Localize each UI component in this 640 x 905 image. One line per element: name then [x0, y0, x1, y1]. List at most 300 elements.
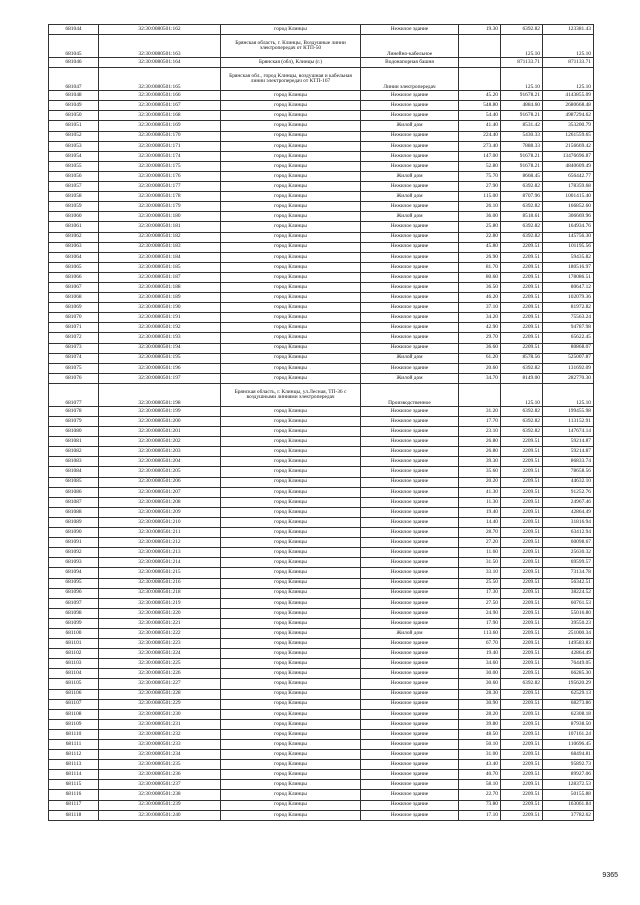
cell-area: 11.60 — [459, 548, 501, 558]
cell-cadastral-value: 166852.60 — [543, 202, 594, 212]
cell-cadastral-number: 32:30:0080501:165 — [99, 68, 221, 91]
cell-address: город Клинцы — [221, 810, 361, 820]
table-row — [49, 131, 594, 141]
cell-area: 39.80 — [459, 719, 501, 729]
cell-specific-value: 2209.51 — [501, 689, 543, 699]
cell-object-type: Нежилое здание — [361, 669, 459, 679]
cell-row-number: 681054 — [49, 151, 99, 161]
cell-object-type: Нежилое здание — [361, 568, 459, 578]
cell-specific-value: 2209.51 — [501, 528, 543, 538]
cell-cadastral-number: 32:30:0080501:207 — [99, 487, 221, 497]
cell-row-number: 681046 — [49, 58, 99, 68]
table-row — [49, 790, 594, 800]
cell-object-type: Нежилое здание — [361, 719, 459, 729]
cell-address: город Клинцы — [221, 202, 361, 212]
property-register-table — [48, 24, 594, 821]
cell-object-type: Жилой дом — [361, 353, 459, 363]
cell-object-type: Нежилое здание — [361, 477, 459, 487]
cell-area: 30.60 — [459, 679, 501, 689]
cell-row-number: 681091 — [49, 538, 99, 548]
table-row — [49, 639, 594, 649]
cell-cadastral-number: 32:30:0080501:219 — [99, 598, 221, 608]
table-row — [49, 282, 594, 292]
cell-cadastral-value: 69599.57 — [543, 558, 594, 568]
cell-area: 30.00 — [459, 669, 501, 679]
cell-area: 17.30 — [459, 588, 501, 598]
cell-cadastral-number: 32:30:0080501:189 — [99, 293, 221, 303]
cell-area: 45.80 — [459, 242, 501, 252]
cell-specific-value: 8149.00 — [501, 373, 543, 383]
cell-address: город Клинцы — [221, 262, 361, 272]
cell-cadastral-value: 60761.53 — [543, 598, 594, 608]
cell-address: город Клинцы — [221, 373, 361, 383]
cell-address: город Клинцы — [221, 538, 361, 548]
cell-address: город Клинцы — [221, 528, 361, 538]
cell-area: 36.00 — [459, 212, 501, 222]
cell-area: 26.80 — [459, 437, 501, 447]
cell-specific-value: 6392.82 — [501, 427, 543, 437]
cell-cadastral-value: 107161.24 — [543, 729, 594, 739]
cell-row-number: 681077 — [49, 383, 99, 406]
cell-specific-value: 91678.21 — [501, 91, 543, 101]
cell-row-number: 681087 — [49, 497, 99, 507]
cell-address: город Клинцы — [221, 780, 361, 790]
cell-specific-value: 2209.51 — [501, 628, 543, 638]
cell-cadastral-value: 24967.46 — [543, 497, 594, 507]
cell-object-type: Жилой дом — [361, 171, 459, 181]
cell-row-number: 681058 — [49, 192, 99, 202]
cell-area: 34.60 — [459, 659, 501, 669]
cell-object-type: Линии электропередач — [361, 68, 459, 91]
cell-address: город Клинцы — [221, 333, 361, 343]
cell-area: 147.00 — [459, 151, 501, 161]
cell-row-number: 681050 — [49, 111, 99, 121]
cell-cadastral-number: 32:30:0080501:185 — [99, 262, 221, 272]
cell-row-number: 681072 — [49, 333, 99, 343]
cell-area: 23.10 — [459, 427, 501, 437]
cell-cadastral-value: 56342.51 — [543, 578, 594, 588]
table-row — [49, 770, 594, 780]
cell-specific-value: 6392.82 — [501, 222, 543, 232]
cell-specific-value: 5430.33 — [501, 131, 543, 141]
cell-row-number: 681053 — [49, 141, 99, 151]
cell-cadastral-number: 32:30:0080501:223 — [99, 639, 221, 649]
cell-area: 58.10 — [459, 780, 501, 790]
table-row — [49, 659, 594, 669]
cell-cadastral-number: 32:30:0080501:174 — [99, 151, 221, 161]
cell-address: город Клинцы — [221, 467, 361, 477]
cell-area: 25.80 — [459, 222, 501, 232]
cell-address: город Клинцы — [221, 457, 361, 467]
cell-row-number: 681065 — [49, 262, 99, 272]
cell-row-number: 681074 — [49, 353, 99, 363]
cell-cadastral-number: 32:30:0080501:205 — [99, 467, 221, 477]
cell-address: город Клинцы — [221, 232, 361, 242]
cell-specific-value: 2209.51 — [501, 780, 543, 790]
cell-address: город Клинцы — [221, 427, 361, 437]
cell-object-type: Нежилое здание — [361, 323, 459, 333]
cell-row-number: 681086 — [49, 487, 99, 497]
cell-cadastral-number: 32:30:0080501:228 — [99, 689, 221, 699]
cell-cadastral-value: 131692.09 — [543, 363, 594, 373]
cell-area: 26.90 — [459, 252, 501, 262]
cell-cadastral-number: 32:30:0080501:200 — [99, 417, 221, 427]
cell-area: 36.50 — [459, 282, 501, 292]
cell-cadastral-number: 32:30:0080501:199 — [99, 406, 221, 416]
cell-cadastral-number: 32:30:0080501:177 — [99, 182, 221, 192]
cell-row-number: 681048 — [49, 91, 99, 101]
cell-row-number: 681101 — [49, 639, 99, 649]
cell-area: 41.30 — [459, 487, 501, 497]
cell-cadastral-number: 32:30:0080501:234 — [99, 750, 221, 760]
cell-area: 19.30 — [459, 25, 501, 35]
cell-address: город Клинцы — [221, 182, 361, 192]
cell-object-type: Нежилое здание — [361, 282, 459, 292]
cell-cadastral-value: 76449.05 — [543, 659, 594, 669]
cell-cadastral-number: 32:30:0080501:203 — [99, 447, 221, 457]
cell-row-number: 681083 — [49, 457, 99, 467]
cell-cadastral-value: 164934.76 — [543, 222, 594, 232]
cell-specific-value: 2209.51 — [501, 618, 543, 628]
table-row — [49, 437, 594, 447]
cell-cadastral-value: 149583.83 — [543, 639, 594, 649]
cell-row-number: 681055 — [49, 161, 99, 171]
cell-address: город Клинцы — [221, 608, 361, 618]
cell-area: 46.20 — [459, 293, 501, 303]
table-row — [49, 760, 594, 770]
cell-cadastral-value: 163061.84 — [543, 800, 594, 810]
cell-cadastral-number: 32:30:0080501:188 — [99, 282, 221, 292]
cell-address: город Клинцы — [221, 709, 361, 719]
cell-object-type: Жилой дом — [361, 373, 459, 383]
cell-area: 113.60 — [459, 628, 501, 638]
cell-cadastral-number: 32:30:0080501:170 — [99, 131, 221, 141]
cell-area: 14.40 — [459, 517, 501, 527]
cell-cadastral-number: 32:30:0080501:198 — [99, 383, 221, 406]
cell-cadastral-value: 62529.13 — [543, 689, 594, 699]
cell-area: 36.60 — [459, 343, 501, 353]
cell-area: 42.90 — [459, 323, 501, 333]
cell-specific-value: 2209.51 — [501, 507, 543, 517]
table-row — [49, 780, 594, 790]
cell-object-type: Нежилое здание — [361, 131, 459, 141]
cell-address: город Клинцы — [221, 750, 361, 760]
cell-area — [459, 35, 501, 58]
cell-specific-value: 2209.51 — [501, 770, 543, 780]
cell-area: 20.20 — [459, 477, 501, 487]
cell-area: 19.40 — [459, 507, 501, 517]
table-row — [49, 91, 594, 101]
cell-specific-value: 2209.51 — [501, 538, 543, 548]
table-row — [49, 242, 594, 252]
cell-object-type: Нежилое здание — [361, 25, 459, 35]
cell-row-number: 681118 — [49, 810, 99, 820]
cell-cadastral-number: 32:30:0080501:195 — [99, 353, 221, 363]
cell-specific-value: 6392.82 — [501, 363, 543, 373]
cell-row-number: 681075 — [49, 363, 99, 373]
cell-cadastral-value: 13476696.87 — [543, 151, 594, 161]
cell-specific-value: 125.10 — [501, 383, 543, 406]
table-row — [49, 800, 594, 810]
cell-specific-value: 2209.51 — [501, 447, 543, 457]
cell-cadastral-value: 89927.06 — [543, 770, 594, 780]
cell-object-type: Нежилое здание — [361, 538, 459, 548]
cell-row-number: 681066 — [49, 272, 99, 282]
cell-area: 52.80 — [459, 161, 501, 171]
cell-cadastral-number: 32:30:0080501:191 — [99, 313, 221, 323]
page-number: 9365 — [602, 872, 618, 879]
cell-row-number: 681044 — [49, 25, 99, 35]
table-row — [49, 192, 594, 202]
cell-address: город Клинцы — [221, 171, 361, 181]
cell-row-number: 681082 — [49, 447, 99, 457]
cell-row-number: 681112 — [49, 750, 99, 760]
table-row — [49, 447, 594, 457]
cell-row-number: 681100 — [49, 628, 99, 638]
cell-cadastral-value: 63412.94 — [543, 528, 594, 538]
cell-object-type: Нежилое здание — [361, 800, 459, 810]
cell-cadastral-number: 32:30:0080501:183 — [99, 242, 221, 252]
cell-row-number: 681113 — [49, 760, 99, 770]
table-row — [49, 558, 594, 568]
cell-address: город Клинцы — [221, 719, 361, 729]
cell-specific-value: 2209.51 — [501, 810, 543, 820]
cell-address: город Клинцы — [221, 141, 361, 151]
table-row — [49, 252, 594, 262]
cell-cadastral-value: 4840609.49 — [543, 161, 594, 171]
cell-object-type: Нежилое здание — [361, 457, 459, 467]
table-row — [49, 202, 594, 212]
cell-cadastral-number: 32:30:0080501:166 — [99, 91, 221, 101]
cell-specific-value: 2209.51 — [501, 437, 543, 447]
cell-area: 30.90 — [459, 699, 501, 709]
cell-cadastral-value: 125.10 — [543, 383, 594, 406]
table-row — [49, 373, 594, 383]
table-row — [49, 709, 594, 719]
cell-specific-value: 2209.51 — [501, 719, 543, 729]
cell-specific-value: 91678.21 — [501, 161, 543, 171]
cell-row-number: 681093 — [49, 558, 99, 568]
cell-cadastral-number: 32:30:0080501:232 — [99, 729, 221, 739]
cell-area: 24.90 — [459, 608, 501, 618]
cell-cadastral-number: 32:30:0080501:233 — [99, 740, 221, 750]
cell-row-number: 681094 — [49, 568, 99, 578]
cell-row-number: 681076 — [49, 373, 99, 383]
table-row — [49, 333, 594, 343]
cell-area: 31.00 — [459, 750, 501, 760]
cell-row-number: 681096 — [49, 588, 99, 598]
cell-object-type: Жилой дом — [361, 212, 459, 222]
cell-cadastral-value: 68494.81 — [543, 750, 594, 760]
cell-area: 27.90 — [459, 182, 501, 192]
cell-area: 39.30 — [459, 457, 501, 467]
cell-cadastral-number: 32:30:0080501:181 — [99, 222, 221, 232]
cell-cadastral-number: 32:30:0080501:236 — [99, 770, 221, 780]
cell-address: город Клинцы — [221, 588, 361, 598]
cell-address: город Клинцы — [221, 659, 361, 669]
cell-specific-value: 2209.51 — [501, 639, 543, 649]
cell-specific-value: 2209.51 — [501, 649, 543, 659]
cell-specific-value: 91678.21 — [501, 151, 543, 161]
table-row — [49, 343, 594, 353]
table-row — [49, 121, 594, 131]
cell-area — [459, 58, 501, 68]
table-row — [49, 363, 594, 373]
cell-row-number: 681070 — [49, 313, 99, 323]
cell-object-type: Нежилое здание — [361, 262, 459, 272]
cell-address: город Клинцы — [221, 222, 361, 232]
cell-area: 37.10 — [459, 303, 501, 313]
cell-cadastral-number: 32:30:0080501:176 — [99, 171, 221, 181]
cell-object-type: Нежилое здание — [361, 689, 459, 699]
cell-area: 22.70 — [459, 790, 501, 800]
cell-object-type: Нежилое здание — [361, 679, 459, 689]
table-row — [49, 272, 594, 282]
cell-cadastral-value: 80647.12 — [543, 282, 594, 292]
cell-cadastral-value: 68273.86 — [543, 699, 594, 709]
cell-row-number: 681081 — [49, 437, 99, 447]
cell-area: 67.70 — [459, 639, 501, 649]
cell-cadastral-number: 32:30:0080501:204 — [99, 457, 221, 467]
cell-area: 73.80 — [459, 800, 501, 810]
cell-row-number: 681084 — [49, 467, 99, 477]
cell-address: город Клинцы — [221, 699, 361, 709]
cell-object-type: Нежилое здание — [361, 810, 459, 820]
cell-address: город Клинцы — [221, 161, 361, 171]
table-row — [49, 598, 594, 608]
cell-object-type: Жилой дом — [361, 628, 459, 638]
table-row — [49, 35, 594, 58]
cell-cadastral-value: 306669.96 — [543, 212, 594, 222]
cell-cadastral-number: 32:30:0080501:167 — [99, 101, 221, 111]
cell-specific-value: 2209.51 — [501, 467, 543, 477]
cell-address: город Клинцы — [221, 760, 361, 770]
cell-specific-value: 2209.51 — [501, 457, 543, 467]
cell-row-number: 681052 — [49, 131, 99, 141]
register-sheet — [48, 24, 593, 821]
table-row — [49, 588, 594, 598]
cell-object-type: Нежилое здание — [361, 548, 459, 558]
cell-row-number: 681111 — [49, 740, 99, 750]
cell-object-type: Нежилое здание — [361, 363, 459, 373]
cell-object-type: Нежилое здание — [361, 252, 459, 262]
table-row — [49, 383, 594, 406]
cell-area: 43.40 — [459, 760, 501, 770]
table-row — [49, 507, 594, 517]
cell-cadastral-value: 42864.49 — [543, 649, 594, 659]
cell-cadastral-value: 102079.36 — [543, 293, 594, 303]
cell-object-type: Нежилое здание — [361, 639, 459, 649]
cell-cadastral-number: 32:30:0080501:216 — [99, 578, 221, 588]
cell-object-type: Нежилое здание — [361, 151, 459, 161]
cell-address: город Клинцы — [221, 121, 361, 131]
table-row — [49, 669, 594, 679]
cell-object-type: Нежилое здание — [361, 558, 459, 568]
table-row — [49, 457, 594, 467]
cell-specific-value: 91678.21 — [501, 111, 543, 121]
cell-object-type: Нежилое здание — [361, 649, 459, 659]
cell-address: город Клинцы — [221, 343, 361, 353]
table-row — [49, 608, 594, 618]
cell-address: город Клинцы — [221, 477, 361, 487]
table-row — [49, 427, 594, 437]
cell-area: 26.10 — [459, 202, 501, 212]
cell-address: город Клинцы — [221, 303, 361, 313]
cell-specific-value: 2209.51 — [501, 517, 543, 527]
cell-row-number: 681109 — [49, 719, 99, 729]
cell-specific-value: 2209.51 — [501, 729, 543, 739]
table-row — [49, 406, 594, 416]
cell-specific-value: 6392.82 — [501, 417, 543, 427]
cell-specific-value: 2209.51 — [501, 760, 543, 770]
cell-cadastral-number: 32:30:0080501:220 — [99, 608, 221, 618]
cell-cadastral-number: 32:30:0080501:206 — [99, 477, 221, 487]
cell-cadastral-value: 87938.50 — [543, 719, 594, 729]
cell-area: 27.20 — [459, 538, 501, 548]
cell-specific-value: 2209.51 — [501, 282, 543, 292]
cell-cadastral-value: 42864.49 — [543, 507, 594, 517]
cell-cadastral-number: 32:30:0080501:218 — [99, 588, 221, 598]
cell-cadastral-number: 32:30:0080501:214 — [99, 558, 221, 568]
cell-address: город Клинцы — [221, 578, 361, 588]
cell-area: 26.80 — [459, 447, 501, 457]
cell-address: Брянская (обл), Клинцы (г.) — [221, 58, 361, 68]
table-row — [49, 212, 594, 222]
cell-object-type: Нежилое здание — [361, 770, 459, 780]
table-row — [49, 323, 594, 333]
cell-row-number: 681067 — [49, 282, 99, 292]
cell-cadastral-value: 145756.30 — [543, 232, 594, 242]
cell-area: 34.70 — [459, 373, 501, 383]
cell-address: город Клинцы — [221, 689, 361, 699]
cell-cadastral-number: 32:30:0080501:193 — [99, 333, 221, 343]
cell-specific-value: 8578.56 — [501, 353, 543, 363]
cell-cadastral-number: 32:30:0080501:226 — [99, 669, 221, 679]
cell-object-type: Нежилое здание — [361, 487, 459, 497]
cell-cadastral-value: 353200.79 — [543, 121, 594, 131]
cell-specific-value: 6392.82 — [501, 406, 543, 416]
table-row — [49, 101, 594, 111]
cell-row-number: 681095 — [49, 578, 99, 588]
cell-cadastral-value: 195620.29 — [543, 679, 594, 689]
cell-area: 28.30 — [459, 689, 501, 699]
cell-row-number: 681068 — [49, 293, 99, 303]
cell-cadastral-value: 81972.82 — [543, 303, 594, 313]
cell-area: 80.60 — [459, 272, 501, 282]
cell-specific-value: 7888.33 — [501, 141, 543, 151]
cell-specific-value: 2209.51 — [501, 568, 543, 578]
cell-specific-value: 4884.60 — [501, 101, 543, 111]
cell-area: 28.20 — [459, 709, 501, 719]
cell-row-number: 681117 — [49, 800, 99, 810]
table-row — [49, 303, 594, 313]
cell-specific-value: 2209.51 — [501, 709, 543, 719]
cell-specific-value: 2209.51 — [501, 242, 543, 252]
cell-cadastral-value: 39550.23 — [543, 618, 594, 628]
cell-cadastral-number: 32:30:0080501:224 — [99, 649, 221, 659]
cell-cadastral-value: 128372.53 — [543, 780, 594, 790]
table-row — [49, 151, 594, 161]
cell-specific-value: 2209.51 — [501, 800, 543, 810]
cell-area: 17.90 — [459, 618, 501, 628]
cell-cadastral-value: 75563.24 — [543, 313, 594, 323]
cell-area: 28.70 — [459, 528, 501, 538]
register-table-body — [49, 25, 594, 821]
cell-specific-value: 2209.51 — [501, 323, 543, 333]
cell-object-type: Нежилое здание — [361, 101, 459, 111]
cell-address: город Клинцы — [221, 417, 361, 427]
cell-address: город Клинцы — [221, 437, 361, 447]
